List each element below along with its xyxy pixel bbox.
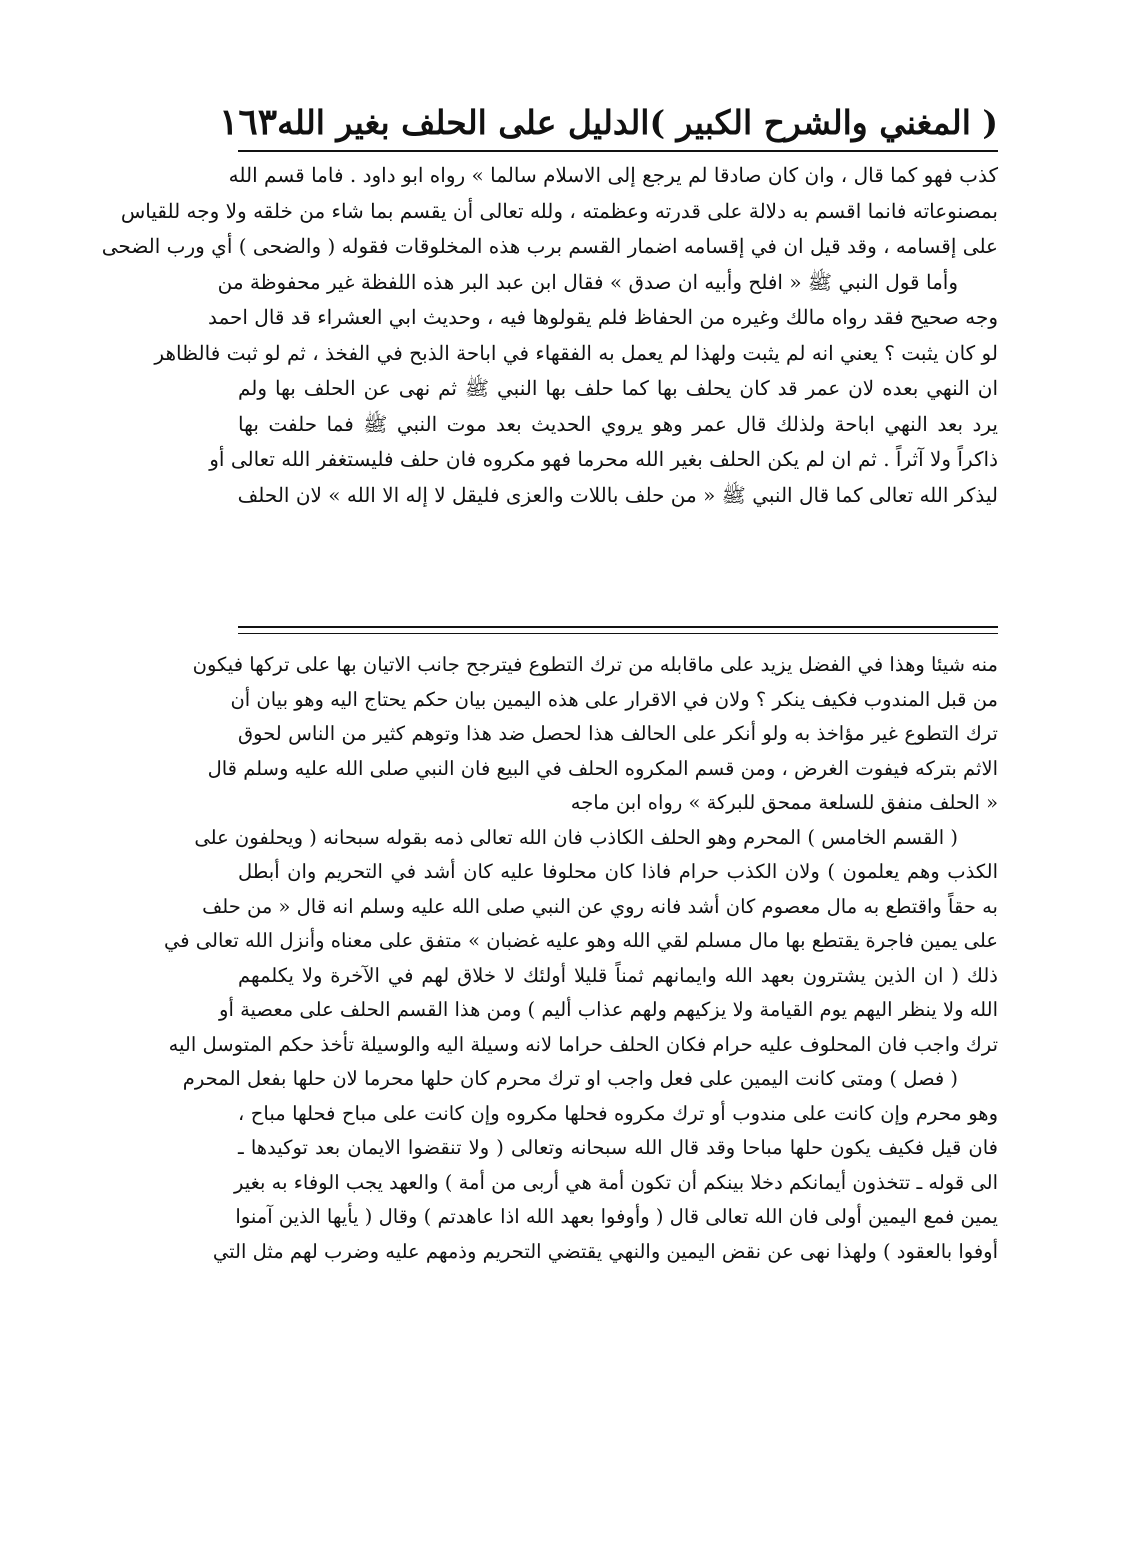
text-line: ( فصل ) ومتى كانت اليمين على فعل واجب او ترك محرم كان حلها محرما لان حلها بفعل المحرم xyxy=(182,1067,958,1090)
text-line: منه شيئا وهذا في الفضل يزيد على ماقابله من ترك التطوع فيترجح جانب الاتيان بها على تركها فيكون xyxy=(192,653,998,676)
text-line: الكذب وهم يعلمون ) ولان الكذب حرام فاذا كان محلوفا عليه كان أشد في التحريم وان أبطل xyxy=(238,860,998,883)
page-number: ١٦٣ xyxy=(219,101,278,143)
text-line: أوفوا بالعقود ) ولهذا نهى عن نقض اليمين والنهي يقتضي التحريم وذمهم عليه وضرب لهم مثل التي xyxy=(212,1239,998,1263)
text-line: به حقاً واقتطع به مال معصوم كان أشد فانه روي عن النبي صلى الله عليه وسلم انه قال « من حلف xyxy=(202,894,998,918)
text-line: الله ولا ينظر اليهم يوم القيامة ولا يزكيهم ولهم عذاب أليم ) ومن هذا القسم الحلف على معصية أو xyxy=(219,998,998,1021)
upper-text-block xyxy=(101,158,998,513)
text-line: على يمين فاجرة يقتطع بها مال مسلم لقي الله وهو عليه غضبان » متفق على معناه وأنزل الله تعالى في xyxy=(164,929,998,952)
text-line: من قبل المندوب فكيف ينكر ؟ ولان في الاقرار على هذه اليمين بيان حكم يحتاج اليه وهو بيان أن xyxy=(230,687,998,711)
text-line: ذلك ( ان الذين يشترون بعهد الله وايمانهم ثمناً قليلا أولئك لا خلاق لهم في الآخرة ولا يكلمهم xyxy=(238,963,998,987)
header-rule xyxy=(238,150,998,152)
page-header xyxy=(219,98,998,146)
text-line: فان قيل فكيف يكون حلها مباحا وقد قال الله سبحانه وتعالى ( ولا تنقضوا الايمان بعد توكيدها ـ xyxy=(238,1136,998,1159)
text-line: على إقسامه ، وقد قيل ان في إقسامه اضمار القسم برب هذه المخلوقات فقوله ( والضحى ) أي ورب الضحى xyxy=(101,234,998,258)
text-line: وهو محرم وإن كانت على مندوب أو ترك مكروه فحلها مكروه وإن كانت على مباح فحلها مباح ، xyxy=(238,1101,998,1125)
text-line: ترك واجب فان المحلوف عليه حرام فكان الحلف حراما لانه وسيلة اليه والوسيلة تأخذ حكم المتوسل اليه xyxy=(168,1032,998,1056)
text-line: ان النهي بعده لان عمر قد كان يحلف بها كما حلف بها النبي ﷺ ثم نهى عن الحلف بها ولم xyxy=(238,376,998,400)
text-line: « الحلف منفق للسلعة ممحق للبركة » رواه ابن ماجه xyxy=(570,791,998,814)
text-line: ذاكراً ولا آثراً . ثم ان لم يكن الحلف بغير الله محرما فهو مكروه فان حلف فليستغفر الله تعالى أو xyxy=(209,447,998,471)
text-line: يمين فمع اليمين أولى فان الله تعالى قال ( وأوفوا بعهد الله اذا عاهدتم ) وقال ( يأيها الذين آمنوا xyxy=(235,1205,998,1228)
text-line: ترك التطوع غير مؤاخذ به ولو أنكر على الحالف هذا لحصل ضد هذا وتوهم كثير من الناس لحوق xyxy=(238,722,998,745)
text-line: بمصنوعاته فانما اقسم به دلالة على قدرته وعظمته ، ولله تعالى أن يقسم بما شاء من خلقه ولا وجه للقياس xyxy=(120,198,998,223)
text-line: وجه صحيح فقد رواه مالك وغيره من الحفاظ فلم يقولوها فيه ، وحديث ابي العشراء قد قال احمد xyxy=(207,305,998,329)
text-line: يرد بعد النهي اباحة ولذلك قال عمر وهو يروي الحديث بعد موت النبي ﷺ فما حلفت بها xyxy=(238,411,998,436)
book-title: ( المغني والشرح الكبير ) xyxy=(649,102,998,142)
lower-text-block xyxy=(164,648,998,1269)
section-divider xyxy=(238,626,998,634)
text-line: ( القسم الخامس ) المحرم وهو الحلف الكاذب فان الله تعالى ذمه بقوله سبحانه ( ويحلفون على xyxy=(194,825,958,849)
text-line: الاثم بتركه فيفوت الغرض ، ومن قسم المكروه الحلف في البيع فان النبي صلى الله عليه وسلم قال xyxy=(207,756,998,780)
section-title: الدليل على الحلف بغير الله xyxy=(277,102,650,142)
text-line: وأما قول النبي ﷺ « افلح وأبيه ان صدق » فقال ابن عبد البر هذه اللفظة غير محفوظة من xyxy=(217,269,958,294)
text-line: الى قوله ـ تتخذون أيمانكم دخلا بينكم أن تكون أمة هي أربى من أمة ) والعهد يجب الوفاء به بغير xyxy=(233,1170,998,1194)
text-line: لو كان يثبت ؟ يعني انه لم يثبت ولهذا لم يعمل به الفقهاء في اباحة الذبح في الفخذ ، ثم لو ثبت فالظاهر xyxy=(154,340,998,365)
text-line: ليذكر الله تعالى كما قال النبي ﷺ « من حلف باللات والعزى فليقل لا إله الا الله » لان الحلف xyxy=(237,482,998,507)
text-line: كذب فهو كما قال ، وان كان صادقا لم يرجع إلى الاسلام سالما » رواه ابو داود . فاما قسم الله xyxy=(228,163,998,187)
